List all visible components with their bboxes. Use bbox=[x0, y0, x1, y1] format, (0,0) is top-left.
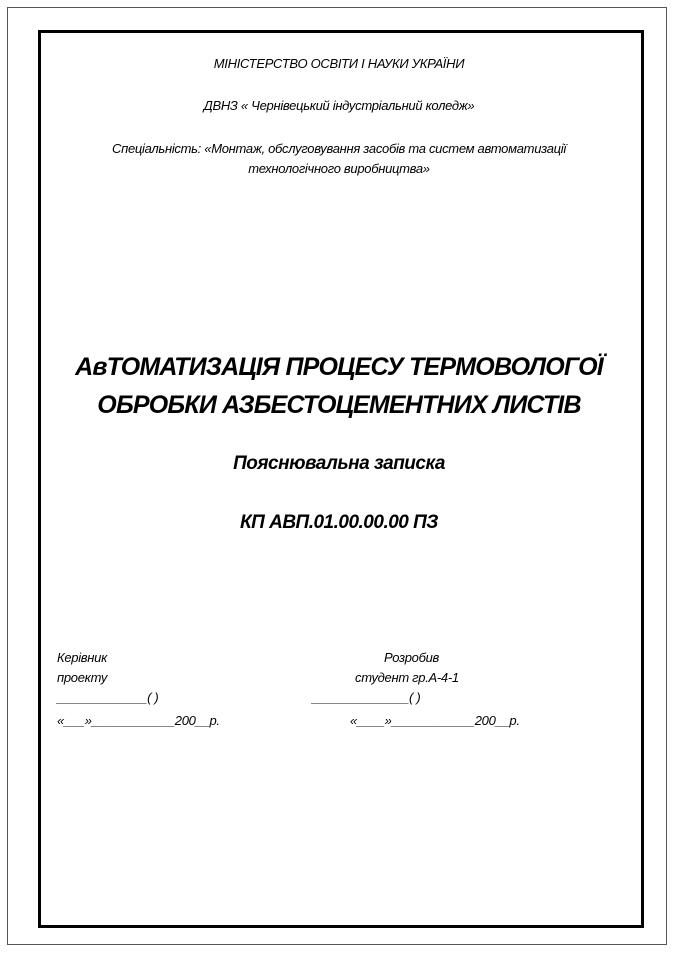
developer-date-line: «____»____________200__р. bbox=[350, 713, 520, 728]
document-code: КП АВП.01.00.00.00 ПЗ bbox=[239, 512, 439, 533]
ministry-name: МІНІСТЕРСТВО ОСВІТИ І НАУКИ УКРАЇНИ bbox=[213, 56, 465, 71]
specialty-line-2: технологічного виробництва» bbox=[248, 161, 430, 176]
developer-label-line-1: Розробив bbox=[384, 650, 440, 665]
supervisor-label-line-1: Керівник bbox=[57, 650, 107, 665]
document-title-line-1: АвТОМАТИЗАЦІЯ ПРОЦЕСУ ТЕРМОВОЛОГОЇ bbox=[75, 353, 603, 381]
specialty-line-1: Спеціальність: «Монтаж, обслуговування засобів та систем автоматизації bbox=[112, 141, 566, 156]
supervisor-signature-line: _____________( ) bbox=[57, 690, 159, 705]
supervisor-label-line-2: проекту bbox=[57, 670, 108, 685]
developer-signature-line: ______________( ) bbox=[312, 690, 421, 705]
college-name: ДВНЗ « Чернівецький індустріальний коледж» bbox=[203, 98, 475, 113]
document-title-line-2: ОБРОБКИ АЗБЕСТОЦЕМЕНТНИХ ЛИСТІВ bbox=[97, 391, 581, 419]
document-subtitle: Пояснювальна записка bbox=[233, 453, 445, 474]
supervisor-date-line: «___»____________200__р. bbox=[57, 713, 220, 728]
developer-label-line-2: студент гр.А-4-1 bbox=[355, 670, 459, 685]
